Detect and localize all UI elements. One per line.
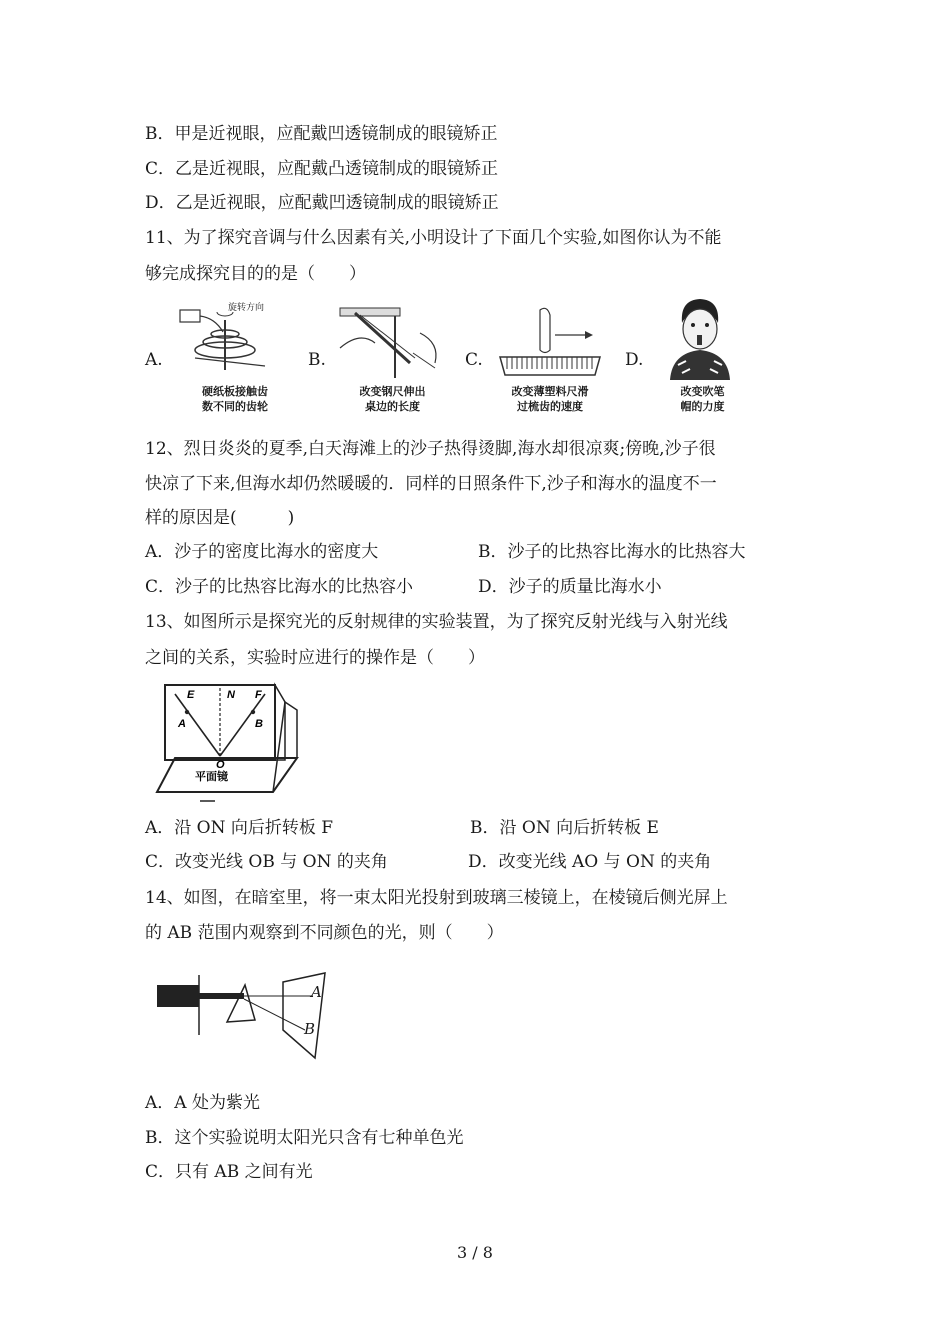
- q13-stem-line2: 之间的关系，实验时应进行的操作是（ ）: [145, 648, 485, 668]
- mirror-label: 平面镜: [195, 770, 228, 783]
- q14-option-a: A．A 处为紫光: [145, 1093, 260, 1113]
- q14-stem-line1: 14、如图，在暗室里，将一束太阳光投射到玻璃三棱镜上，在棱镜后侧光屏上: [145, 888, 728, 908]
- label-o: O: [216, 759, 225, 771]
- q14-option-c: C．只有 AB 之间有光: [145, 1162, 313, 1182]
- q10-option-c: C．乙是近视眼，应配戴凸透镜制成的眼镜矫正: [145, 159, 499, 179]
- q13-option-c: C．改变光线 OB 与 ON 的夹角: [145, 852, 388, 872]
- q11-stem-line1: 11、为了探究音调与什么因素有关,小明设计了下面几个实验,如图你认为不能: [145, 228, 722, 248]
- prism-dispersion-figure: [155, 970, 335, 1065]
- steel-ruler-figure: [335, 303, 455, 383]
- q10-option-d: D．乙是近视眼，应配戴凹透镜制成的眼镜矫正: [145, 193, 499, 213]
- prism-label-b: B: [304, 1020, 316, 1038]
- q11-stem-line2: 够完成探究目的的是（ ）: [145, 264, 366, 284]
- label-f: F: [255, 689, 262, 701]
- q12-stem-line1: 12、烈日炎炎的夏季,白天海滩上的沙子热得烫脚,海水却很凉爽;傍晚,沙子很: [145, 439, 716, 459]
- q12-option-d: D．沙子的质量比海水小: [478, 577, 662, 597]
- label-a: A: [178, 718, 186, 730]
- q12-stem-line3: 样的原因是( ): [145, 508, 295, 528]
- q11-fig-d-caption: 改变吹笔 帽的力度: [680, 385, 725, 413]
- q12-option-b: B．沙子的比热容比海水的比热容大: [478, 542, 746, 562]
- reflection-board-figure: [145, 680, 305, 805]
- boy-blowing-pen-cap-figure: [660, 295, 740, 380]
- q11-fig-b-label: B.: [308, 350, 326, 370]
- q14-option-b: B．这个实验说明太阳光只含有七种单色光: [145, 1128, 464, 1148]
- q11-fig-a-label: A.: [145, 350, 163, 370]
- q10-option-b: B．甲是近视眼，应配戴凹透镜制成的眼镜矫正: [145, 124, 498, 144]
- comb-figure: [495, 305, 605, 380]
- q13-stem-line1: 13、如图所示是探究光的反射规律的实验装置，为了探究反射光线与入射光线: [145, 612, 728, 632]
- rotation-direction-tag: 旋转方向: [228, 303, 265, 313]
- prism-label-a: A: [311, 983, 322, 1001]
- label-e: E: [187, 689, 195, 701]
- q13-option-b: B．沿 ON 向后折转板 E: [470, 818, 659, 838]
- q11-fig-d-label: D.: [625, 350, 644, 370]
- q11-fig-c-label: C.: [465, 350, 483, 370]
- q13-option-a: A．沿 ON 向后折转板 F: [145, 818, 334, 838]
- q12-stem-line2: 快凉了下来,但海水却仍然暖暖的．同样的日照条件下,沙子和海水的温度不一: [145, 474, 717, 494]
- page-number: 3 / 8: [457, 1243, 493, 1262]
- q12-option-c: C．沙子的比热容比海水的比热容小: [145, 577, 414, 597]
- q12-option-a: A．沙子的密度比海水的密度大: [145, 542, 379, 562]
- label-b: B: [255, 718, 263, 730]
- q13-option-d: D．改变光线 AO 与 ON 的夹角: [468, 852, 712, 872]
- q11-fig-b-caption: 改变钢尺伸出 桌边的长度: [359, 385, 426, 413]
- q11-fig-a-caption: 硬纸板接触齿 数不同的齿轮: [202, 385, 268, 413]
- q11-fig-c-caption: 改变薄塑料尺滑 过梳齿的速度: [511, 385, 589, 413]
- q14-stem-line2: 的 AB 范围内观察到不同颜色的光，则（ ）: [145, 923, 504, 943]
- label-n: N: [227, 689, 235, 701]
